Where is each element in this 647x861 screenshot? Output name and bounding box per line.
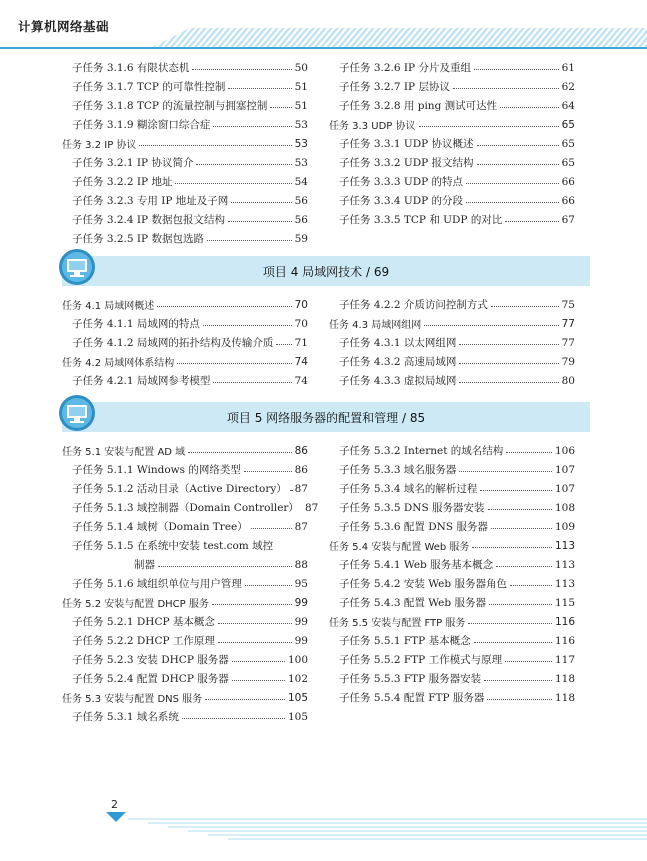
toc-entry-label: 子任务 5.4.1 Web 服务基本概念	[339, 559, 494, 571]
toc-subtask-entry	[329, 96, 575, 115]
toc-leader-dots	[500, 107, 558, 108]
toc-leader-dots	[207, 240, 292, 241]
toc-subtask-entry	[329, 210, 575, 229]
toc-entry-page: 105	[287, 710, 308, 723]
toc-entry-label: 任务 5.1 安装与配置 AD 域	[62, 447, 186, 458]
toc-leader-dots	[477, 145, 559, 146]
toc-entry-label: 子任务 3.2.1 IP 协议简介	[72, 157, 194, 169]
toc-entry-label: 子任务 4.2.2 介质访问控制方式	[339, 299, 488, 311]
toc-subtask-entry	[329, 191, 575, 210]
toc-entry-page: 100	[287, 653, 308, 666]
toc-entry-page: 51	[294, 99, 308, 112]
toc-project5-left	[62, 441, 319, 741]
toc-entry-page: 99	[294, 615, 308, 628]
toc-entry-page: 106	[554, 444, 575, 457]
toc-subtask-entry	[62, 460, 308, 479]
toc-entry-label: 子任务 5.1.6 域组织单位与用户管理	[72, 578, 242, 590]
toc-entry-label: 子任务 3.3.1 UDP 协议概述	[339, 138, 474, 150]
toc-leader-dots	[505, 661, 552, 662]
toc-entry-label: 子任务 5.4.2 安装 Web 服务器角色	[339, 578, 507, 590]
toc-entry-label: 任务 4.1 局域网概述	[62, 301, 155, 312]
toc-entry-page: 108	[554, 501, 575, 514]
header-rule	[0, 47, 647, 49]
toc-subtask-entry	[62, 153, 308, 172]
toc-subtask-entry	[62, 96, 308, 115]
toc-subtask-entry	[62, 314, 308, 333]
toc-subtask-entry	[329, 134, 575, 153]
project4-banner	[62, 256, 590, 286]
toc-entry-label: 子任务 3.1.8 TCP 的流量控制与拥塞控制	[72, 100, 268, 112]
toc-task-entry	[329, 314, 575, 333]
footer-lines-decoration	[128, 817, 647, 847]
toc-leader-dots	[466, 202, 559, 203]
toc-entry-page: 65	[561, 137, 575, 150]
toc-entry-label: 任务 3.3 UDP 协议	[329, 121, 416, 132]
toc-leader-dots	[231, 202, 291, 203]
toc-entry-page: 70	[294, 317, 308, 330]
toc-entry-page: 74	[294, 374, 308, 387]
page-header	[0, 0, 647, 48]
toc-leader-dots	[468, 623, 552, 624]
toc-subtask-entry	[329, 441, 575, 460]
toc-entry-label: 子任务 5.1.4 域树（Domain Tree）	[72, 521, 248, 533]
toc-entry-label: 子任务 3.2.2 IP 地址	[72, 176, 173, 188]
toc-entry-page: 113	[554, 558, 575, 571]
toc-subtask-entry	[329, 371, 575, 390]
toc-subtask-entry	[329, 555, 575, 574]
toc-entry-label: 子任务 3.1.7 TCP 的可靠性控制	[72, 81, 226, 93]
toc-leader-dots	[158, 566, 292, 567]
toc-entry-label: 子任务 5.5.2 FTP 工作模式与原理	[339, 654, 503, 666]
toc-leader-dots	[245, 585, 292, 586]
toc-entry-page: 80	[561, 374, 575, 387]
toc-entry-page: 77	[561, 317, 575, 330]
toc-task-entry	[62, 593, 308, 612]
toc-subtask-entry	[62, 479, 308, 498]
toc-entry-page: 75	[561, 298, 575, 311]
toc-leader-dots	[488, 509, 552, 510]
toc-leader-dots	[510, 585, 552, 586]
toc-entry-label: 子任务 3.3.5 TCP 和 UDP 的对比	[339, 214, 503, 226]
toc-entry-label: 子任务 4.3.3 虚拟局域网	[339, 375, 457, 387]
toc-leader-dots	[474, 642, 552, 643]
toc-leader-dots	[251, 528, 292, 529]
toc-leader-dots	[270, 107, 291, 108]
toc-leader-dots	[157, 306, 291, 307]
toc-entry-label: 子任务 5.3.1 域名系统	[72, 711, 179, 723]
toc-leader-dots	[276, 344, 291, 345]
toc-entry-page: 77	[561, 336, 575, 349]
toc-leader-dots	[466, 183, 559, 184]
toc-entry-label: 子任务 3.3.2 UDP 报文结构	[339, 157, 474, 169]
toc-entry-label: 任务 3.2 IP 协议	[62, 140, 137, 151]
toc-leader-dots	[489, 604, 552, 605]
toc-entry-label: 子任务 5.4.3 配置 Web 服务器	[339, 597, 486, 609]
toc-subtask-entry	[62, 574, 308, 593]
toc-leader-dots	[491, 528, 552, 529]
toc-subtask-entry	[329, 479, 575, 498]
toc-project4-left	[62, 295, 308, 395]
toc-task-entry	[62, 352, 308, 371]
toc-subtask-entry	[62, 191, 308, 210]
toc-leader-dots	[228, 221, 292, 222]
toc-leader-dots	[244, 471, 292, 472]
toc-entry-page: 64	[561, 99, 575, 112]
toc-entry-label: 子任务 5.5.3 FTP 服务器安装	[339, 673, 482, 685]
toc-subtask-entry	[329, 498, 575, 517]
toc-leader-dots	[424, 325, 558, 326]
toc-task-entry	[329, 536, 575, 555]
toc-entry-label: 子任务 3.2.7 IP 层协议	[339, 81, 450, 93]
toc-task-entry	[62, 688, 308, 707]
toc-subtask-entry	[62, 555, 308, 574]
toc-entry-label: 子任务 5.1.5 在系统中安装 test.com 域控	[72, 540, 274, 552]
toc-section1-right	[329, 58, 575, 248]
toc-entry-label: 任务 4.3 局域网组网	[329, 320, 422, 331]
toc-leader-dots	[459, 363, 558, 364]
toc-subtask-entry	[62, 172, 308, 191]
toc-entry-page: 115	[554, 596, 575, 609]
toc-subtask-entry	[329, 58, 575, 77]
toc-entry-page: 62	[561, 80, 575, 93]
toc-leader-dots	[480, 490, 552, 491]
toc-leader-dots	[182, 718, 285, 719]
project5-banner	[62, 402, 590, 432]
toc-entry-page: 67	[561, 213, 575, 226]
toc-subtask-entry	[62, 631, 308, 650]
toc-entry-page: 54	[294, 175, 308, 188]
toc-entry-page: 105	[287, 691, 308, 704]
toc-leader-dots	[192, 69, 291, 70]
toc-entry-label: 子任务 4.3.2 高速局域网	[339, 356, 457, 368]
toc-entry-page: 59	[294, 232, 308, 245]
toc-subtask-entry	[62, 115, 308, 134]
toc-entry-label: 子任务 4.3.1 以太网组网	[339, 337, 457, 349]
toc-entry-label: 子任务 5.2.4 配置 DHCP 服务器	[72, 673, 229, 685]
toc-entry-page: 87	[304, 501, 319, 514]
toc-leader-dots	[175, 183, 291, 184]
toc-leader-dots	[205, 699, 285, 700]
toc-subtask-entry	[329, 574, 575, 593]
toc-entry-label: 任务 5.2 安装与配置 DHCP 服务	[62, 599, 209, 610]
toc-leader-dots	[228, 88, 291, 89]
toc-task-entry	[62, 295, 308, 314]
toc-subtask-entry	[62, 650, 308, 669]
toc-leader-dots	[188, 452, 291, 453]
toc-task-entry	[329, 612, 575, 631]
toc-task-entry	[62, 441, 308, 460]
toc-subtask-entry	[62, 498, 319, 517]
toc-entry-label: 子任务 3.2.5 IP 数据包选路	[72, 233, 204, 245]
toc-entry-page: 87	[294, 520, 308, 533]
toc-entry-page: 79	[561, 355, 575, 368]
toc-leader-dots	[453, 88, 559, 89]
toc-leader-dots	[213, 126, 291, 127]
toc-entry-label: 子任务 3.2.8 用 ping 测试可达性	[339, 100, 498, 112]
toc-entry-page: 65	[561, 118, 575, 131]
toc-subtask-entry	[62, 333, 308, 352]
project5-title: 项目 5 网络服务器的配置和管理 / 85	[226, 411, 426, 425]
book-title: 计算机网络基础	[18, 19, 110, 34]
toc-leader-dots	[218, 642, 292, 643]
toc-leader-dots	[419, 126, 559, 127]
toc-entry-page: 74	[294, 355, 308, 368]
toc-entry-page: 70	[294, 298, 308, 311]
toc-subtask-entry	[62, 229, 308, 248]
toc-entry-label: 制器	[134, 559, 155, 571]
toc-entry-label: 子任务 5.2.3 安装 DHCP 服务器	[72, 654, 229, 666]
toc-subtask-entry	[62, 612, 308, 631]
toc-subtask-entry	[62, 707, 308, 726]
toc-entry-label: 子任务 4.2.1 局域网参考模型	[72, 375, 211, 387]
toc-subtask-entry	[329, 153, 575, 172]
toc-subtask-entry	[62, 210, 308, 229]
toc-leader-dots	[505, 221, 558, 222]
toc-entry-label: 任务 4.2 局域网体系结构	[62, 358, 175, 369]
toc-subtask-entry	[329, 172, 575, 191]
toc-entry-page: 109	[554, 520, 575, 533]
toc-entry-page: 99	[294, 596, 308, 609]
project4-title: 项目 4 局域网技术 / 69	[262, 265, 390, 279]
toc-leader-dots	[459, 382, 558, 383]
toc-entry-page: 66	[561, 194, 575, 207]
toc-subtask-entry	[329, 352, 575, 371]
page-number: 2	[111, 798, 118, 811]
toc-leader-dots	[472, 547, 552, 548]
toc-leader-dots	[213, 382, 291, 383]
toc-leader-dots	[459, 344, 558, 345]
toc-subtask-entry	[62, 517, 308, 536]
toc-entry-label: 子任务 3.2.4 IP 数据包报文结构	[72, 214, 225, 226]
toc-entry-page: 53	[294, 137, 308, 150]
toc-entry-page: 65	[561, 156, 575, 169]
toc-entry-label: 任务 5.3 安装与配置 DNS 服务	[62, 694, 203, 705]
toc-entry-label: 子任务 4.1.2 局域网的拓扑结构及传输介质	[72, 337, 274, 349]
toc-entry-label: 子任务 3.3.4 UDP 的分段	[339, 195, 464, 207]
toc-project5-right	[329, 441, 575, 741]
toc-entry-page: 87	[294, 482, 308, 495]
toc-entry-page: 116	[554, 634, 575, 647]
toc-leader-dots	[459, 471, 552, 472]
toc-task-entry	[62, 134, 308, 153]
toc-entry-page: 113	[554, 539, 575, 552]
toc-entry-label: 子任务 5.3.3 域名服务器	[339, 464, 457, 476]
toc-entry-page: 88	[294, 558, 308, 571]
toc-entry-page: 56	[294, 213, 308, 226]
toc-entry-page: 117	[554, 653, 575, 666]
toc-entry-label: 子任务 3.1.9 糊涂窗口综合症	[72, 119, 211, 131]
toc-entry-label: 子任务 5.5.4 配置 FTP 服务器	[339, 692, 485, 704]
toc-subtask-entry	[62, 77, 308, 96]
toc-entry-page: 102	[287, 672, 308, 685]
toc-subtask-entry	[329, 333, 575, 352]
toc-entry-page: 86	[294, 463, 308, 476]
toc-entry-label: 子任务 5.3.5 DNS 服务器安装	[339, 502, 485, 514]
toc-entry-page: 107	[554, 482, 575, 495]
toc-subtask-entry	[62, 371, 308, 390]
toc-project4-right	[329, 295, 575, 395]
toc-subtask-entry	[62, 536, 308, 555]
toc-task-entry	[329, 115, 575, 134]
toc-leader-dots	[484, 680, 552, 681]
toc-entry-label: 子任务 5.2.2 DHCP 工作原理	[72, 635, 215, 647]
toc-leader-dots	[477, 164, 559, 165]
toc-entry-label: 任务 5.5 安装与配置 FTP 服务	[329, 618, 466, 629]
toc-subtask-entry	[329, 460, 575, 479]
toc-entry-page: 95	[294, 577, 308, 590]
toc-subtask-entry	[329, 669, 575, 688]
toc-entry-page: 51	[294, 80, 308, 93]
toc-subtask-entry	[62, 669, 308, 688]
toc-entry-label: 子任务 5.1.2 活动目录（Active Directory）	[72, 483, 287, 495]
toc-entry-page: 118	[554, 691, 575, 704]
toc-leader-dots	[212, 604, 292, 605]
toc-leader-dots	[290, 490, 292, 491]
toc-entry-page: 50	[294, 61, 308, 74]
toc-entry-label: 子任务 5.3.2 Internet 的域名结构	[339, 445, 504, 457]
toc-leader-dots	[491, 306, 559, 307]
toc-leader-dots	[487, 699, 552, 700]
toc-leader-dots	[196, 164, 291, 165]
toc-entry-label: 子任务 4.1.1 局域网的特点	[72, 318, 200, 330]
toc-entry-label: 子任务 5.3.4 域名的解析过程	[339, 483, 478, 495]
toc-entry-page: 56	[294, 194, 308, 207]
toc-leader-dots	[232, 680, 285, 681]
toc-entry-page: 107	[554, 463, 575, 476]
toc-leader-dots	[474, 69, 559, 70]
toc-entry-label: 子任务 3.2.6 IP 分片及重组	[339, 62, 471, 74]
toc-entry-page: 118	[554, 672, 575, 685]
toc-entry-label: 子任务 5.3.6 配置 DNS 服务器	[339, 521, 488, 533]
toc-subtask-entry	[329, 517, 575, 536]
toc-entry-page: 66	[561, 175, 575, 188]
toc-entry-page: 53	[294, 156, 308, 169]
toc-leader-dots	[218, 623, 292, 624]
toc-subtask-entry	[329, 593, 575, 612]
toc-entry-page: 53	[294, 118, 308, 131]
toc-subtask-entry	[329, 631, 575, 650]
header-stripes-decoration	[150, 28, 647, 48]
toc-entry-page: 61	[561, 61, 575, 74]
toc-subtask-entry	[329, 295, 575, 314]
toc-entry-label: 子任务 3.2.3 专用 IP 地址及子网	[72, 195, 229, 207]
toc-leader-dots	[203, 325, 292, 326]
toc-subtask-entry	[62, 58, 308, 77]
toc-entry-label: 子任务 5.1.1 Windows 的网络类型	[72, 464, 241, 476]
toc-leader-dots	[506, 452, 552, 453]
toc-entry-label: 任务 5.4 安装与配置 Web 服务	[329, 542, 470, 553]
toc-entry-label: 子任务 3.1.6 有限状态机	[72, 62, 190, 74]
toc-entry-page: 86	[294, 444, 308, 457]
toc-subtask-entry	[329, 688, 575, 707]
toc-leader-dots	[177, 363, 291, 364]
toc-entry-page: 99	[294, 634, 308, 647]
toc-entry-label: 子任务 5.2.1 DHCP 基本概念	[72, 616, 215, 628]
toc-leader-dots	[496, 566, 552, 567]
toc-entry-page: 71	[294, 336, 308, 349]
toc-entry-page: 113	[554, 577, 575, 590]
toc-entry-label: 子任务 5.1.3 域控制器（Domain Controller）	[72, 502, 299, 514]
toc-leader-dots	[232, 661, 285, 662]
toc-section1-left	[62, 58, 308, 248]
toc-subtask-entry	[329, 650, 575, 669]
toc-entry-label: 子任务 5.5.1 FTP 基本概念	[339, 635, 471, 647]
triangle-icon	[106, 812, 126, 822]
toc-leader-dots	[139, 145, 291, 146]
toc-entry-label: 子任务 3.3.3 UDP 的特点	[339, 176, 464, 188]
toc-subtask-entry	[329, 77, 575, 96]
toc-entry-page: 116	[554, 615, 575, 628]
